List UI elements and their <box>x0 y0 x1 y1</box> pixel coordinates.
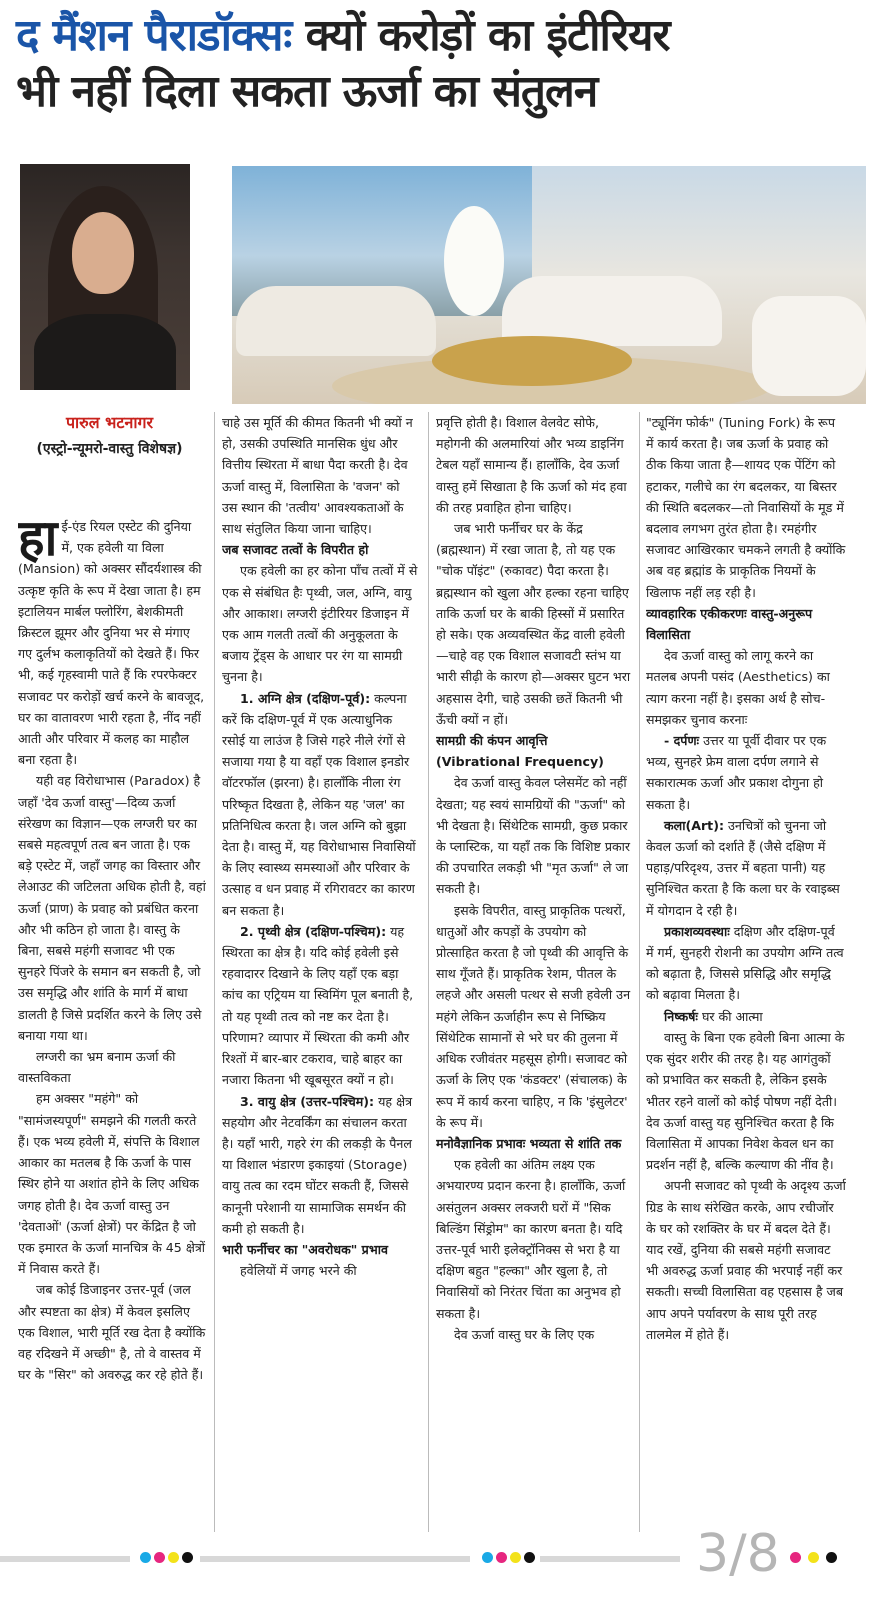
body-paragraph: चाहे उस मूर्ति की कीमत कितनी भी क्यों न हो, उसकी उपस्थिति मानसिक धुंध और वित्तीय स्थिरता में बाधा पैदा करती है। देव ऊर्जा वास्तु में, विलासिता के 'वजन' को उस स्थान की 'तत्वीय' आवश्यकताओं के साथ संतुलित किया जाना चाहिए। <box>222 415 413 537</box>
article-column-1 <box>18 516 206 1526</box>
yellow-registration-dot <box>510 1552 521 1563</box>
labeled-paragraph <box>646 730 846 815</box>
paragraph-label: 3. वायु क्षेत्र (उत्तर-पश्चिम): <box>240 1093 375 1109</box>
author-role: (एस्ट्रो-न्यूमरो-वास्तु विशेषज्ञ) <box>36 441 183 457</box>
subheading: मनोवैज्ञानिक प्रभावः भव्यता से शांति तक <box>436 1135 622 1151</box>
body-paragraph: "ट्यूनिंग फोर्क" (Tuning Fork) के रूप में कार्य करता है। जब ऊर्जा के प्रवाह को ठीक किया जाता है—शायद एक पेंटिंग को हटाकर, गलीचे का रंग बदलकर, या बिस्तर की स्थिति बदलकर—तो निवासियों के मूड में बदलाव लगभग तुरंत होता है। रमहंगीर सजावट आखिरकार चमकने लगती है क्योंकि अब वह ब्रह्मांड के प्राकृतिक नियमों के खिलाफ नहीं लड़ रही है। <box>646 415 846 600</box>
drop-cap: हा <box>18 516 58 567</box>
paragraph-text: यह स्थिरता का क्षेत्र है। यदि कोई हवेली इसे रहवादारर दिखाने के लिए यहाँ एक बड़ा कांच का एट्रियम या स्विमिंग पूल बनाती है, तो यह पृथ्वी तत्व को नष्ट कर देता है। परिणाम? व्यापार में स्थिरता की कमी और रिश्तों में बार-बार टकराव, चाहे बाहर का नजारा कितना भी खूबसूरत क्यों न हो। <box>222 923 414 1088</box>
body-paragraph: देव ऊर्जा वास्तु को लागू करने का मतलब अपनी पसंद (Aesthetics) का त्याग करना नहीं है। इसका अर्थ है सोच-समझकर चुनाव करनाः <box>646 648 830 727</box>
column-divider <box>214 412 215 1532</box>
paragraph-label: 2. पृथ्वी क्षेत्र (दक्षिण-पश्चिम): <box>240 923 387 939</box>
body-paragraph: देव ऊर्जा वास्तु घर के लिए एक <box>454 1326 595 1342</box>
paragraph-label: कला(Art): <box>664 817 724 833</box>
article-column-3 <box>436 412 632 1534</box>
author-photo <box>20 164 190 390</box>
body-paragraph: जब भारी फर्नीचर घर के केंद्र (ब्रह्मस्थान) में रखा जाता है, तो यह एक "चोक पॉइंट" (रुकावट) पैदा करता है। ब्रह्मस्थान को खुला और हल्का रहना चाहिए ताकि ऊर्जा घर के बाकी हिस्सों में प्रसारित हो सके। एक अव्यवस्थित केंद्र वाली हवेली—चाहे वह एक विशाल सजावटी स्तंभ या भारी सीढ़ी के कारण हो—अक्सर घुटन भरा अहसास देगी, चाहे उसकी छतें कितनी भी ऊँची क्यों न हों। <box>436 521 631 727</box>
headline <box>16 8 866 120</box>
headline-line-2: भी नहीं दिला सकता ऊर्जा का संतुलन <box>16 66 598 117</box>
lead-paragraph <box>18 516 206 770</box>
paragraph-text: उनचित्रों को चुनना जो केवल ऊर्जा को दर्शाते हैं (जैसे दक्षिण में पहाड़/परिदृश्य, उत्तर में बहता पानी) यह सुनिश्चित करता है कि कला घर के रवाइब्स में योगदान दे रही है। <box>646 817 840 918</box>
labeled-paragraph <box>646 1006 846 1027</box>
lead-text: ई-एंड रियल एस्टेट की दुनिया में, एक हवेली या विला (Mansion) को अक्सर सौंदर्यशास्त्र की उत्कृष्ट कृति के रूप में देखा जाता है। हम इटालियन मार्बल फ्लोरिंग, बेशकीमती क्रिस्टल झूमर और दुनिया भर से मंगाए गए दुर्लभ कलाकृतियों को देखते हैं। फिर भी, कई गृहस्वामी पाते हैं कि रपरफेक्टर सजावट पर करोड़ों खर्च करने के बावजूद, घर का वातावरण भारी रहता है, नींद नहीं आती और परिवार में कलह का माहौल बना रहता है। <box>18 519 205 768</box>
labeled-paragraph <box>646 815 846 921</box>
body-paragraph: इसके विपरीत, वास्तु प्राकृतिक पत्थरों, धातुओं और कपड़ों के उपयोग को प्रोत्साहित करता है जो पृथ्वी की आवृत्ति के साथ गूँजते हैं। प्राकृतिक रेशम, पीतल के लहजे और असली पत्थर से सजी हवेली उन महंगे लेकिन ऊर्जाहीन रूप से निष्क्रिय सिंथेटिक सामानों से भरे घर की तुलना में अधिक रजीवंतर महसूस होगी। सजावट को ऊर्जा के लिए एक 'कंडक्टर' (संचालक) के रूप में कार्य करना चाहिए, न कि 'इंसुलेटर' के रूप में। <box>436 902 631 1130</box>
yellow-registration-dot <box>168 1552 179 1563</box>
labeled-paragraph <box>646 921 846 1006</box>
magenta-registration-dot <box>496 1552 507 1563</box>
column-divider <box>428 412 429 1532</box>
page-number: 3/8 <box>696 1524 780 1584</box>
author-byline <box>22 412 197 460</box>
black-registration-dot <box>524 1552 535 1563</box>
headline-accent: द मैंशन पैराडॉक्सः <box>16 10 292 61</box>
body-paragraph: देव ऊर्जा वास्तु केवल प्लेसमेंट को नहीं देखता; यह स्वयं सामग्रियों की "ऊर्जा" को भी देखता है। सिंथेटिक सामग्री, कुछ प्रकार के प्लास्टिक, या यहाँ तक कि विशिष्ट प्रकार की उपचारित लकड़ी भी "मृत ऊर्जा" ले जा सकती है। <box>436 775 631 897</box>
subheading: भारी फर्नीचर का "अवरोधक" प्रभाव <box>222 1241 388 1257</box>
body-paragraph: वास्तु के बिना एक हवेली बिना आत्मा के एक सुंदर शरीर की तरह है। यह आगंतुकों को प्रभावित कर सकती है, लेकिन इसके भीतर रहने वालों को कोई पोषण नहीं देती। देव ऊर्जा वास्तु यह सुनिश्चित करता है कि विलासिता में आपका निवेश केवल धन का प्रदर्शन नहीं है, बल्कि कल्याण की नींव है। <box>646 1029 845 1173</box>
article-column-2 <box>222 412 418 1534</box>
headline-line-1 <box>16 8 866 64</box>
subheading: जब सजावट तत्वों के विपरीत हो <box>222 542 369 558</box>
cyan-registration-dot <box>140 1552 151 1563</box>
paragraph-text: दक्षिण और दक्षिण-पूर्व में गर्म, सुनहरी रोशनी का उपयोग अग्नि तत्व को बढ़ाता है, जिससे प्रसिद्धि और समृद्धि को बढ़ावा मिलता है। <box>646 923 844 1003</box>
paragraph-label: प्रकाशव्यवस्थाः <box>664 923 730 939</box>
subheading: व्यावहारिक एकीकरणः वास्तु-अनुरूप विलासिता <box>646 605 813 643</box>
labeled-paragraph <box>222 921 418 1091</box>
body-paragraph: हवेलियों में जगह भरने की <box>240 1263 357 1279</box>
body-paragraph: हम अक्सर "महंगे" को "सामंजस्यपूर्ण" समझने की गलती करते हैं। एक भव्य हवेली में, संपत्ति के विशाल आकार का मतलब है कि ऊर्जा के पास स्थिर होने या अशांत होने के लिए अधिक जगह होती है। देव ऊर्जा वास्तु उन 'देवताओं' (ऊर्जा क्षेत्रों) पर केंद्रित है जो एक इमारत के ऊर्जा मानचित्र के 45 क्षेत्रों में निवास करते हैं। <box>18 1091 206 1277</box>
yellow-registration-dot <box>808 1552 819 1563</box>
paragraph-text: उत्तर या पूर्वी दीवार पर एक भव्य, सुनहरे फ्रेम वाला दर्पण लगाने से सकारात्मक ऊर्जा और प्रकाश दोगुना हो सकता है। <box>646 733 827 812</box>
cyan-registration-dot <box>482 1552 493 1563</box>
headline-line-1-rest: क्यों करोड़ों का इंटीरियर <box>305 10 670 61</box>
magenta-registration-dot <box>790 1552 801 1563</box>
black-registration-dot <box>826 1552 837 1563</box>
author-name: पारुल भटनागर <box>65 413 154 432</box>
paragraph-label: 1. अग्नि क्षेत्र (दक्षिण-पूर्व): <box>240 690 371 706</box>
subheading: सामग्री की कंपन आवृत्ति (Vibrational Frequency) <box>436 733 604 770</box>
body-paragraph: लग्जरी का भ्रम बनाम ऊर्जा की वास्तविकता <box>18 1049 176 1086</box>
paragraph-text: यह क्षेत्र सहयोग और नेटवर्किंग का संचालन करता है। यहाँ भारी, गहरे रंग की लकड़ी के पैनल या विशाल भंडारण इकाइयां (Storage) वायु तत्व का रदम घोंटर सकती हैं, जिससे कानूनी परेशानी या सामाजिक समर्थन की कमी हो सकती है। <box>222 1093 413 1236</box>
black-registration-dot <box>182 1552 193 1563</box>
body-paragraph: एक हवेली का हर कोना पाँच तत्वों में से एक से संबंधित हैः पृथ्वी, जल, अग्नि, वायु और आकाश। लग्जरी इंटीरियर डिजाइन में एक आम गलती तत्वों की अनुकूलता के बजाय ट्रेंड्स के आधार पर रंग या सामग्री चुनना है। <box>222 563 418 685</box>
luxury-interior-photo <box>232 166 866 404</box>
body-paragraph: प्रवृत्ति होती है। विशाल वेलवेट सोफे, महोगनी की अलमारियां और भव्य डाइनिंग टेबल यहाँ सामान्य हैं। हालाँकि, देव ऊर्जा वास्तु हमें सिखाता है कि ऊर्जा को मंद हवा की तरह प्रवाहित होना चाहिए। <box>436 415 627 515</box>
paragraph-text: कल्पना करें कि दक्षिण-पूर्व में एक अत्याधुनिक रसोई या लाउंज है जिसे गहरे नीले रंगों से सजाया गया है या वहाँ एक विशाल इनडोर वॉटरफॉल (झरना) है। हालाँकि नीला रंग परिष्कृत दिखता है, लेकिन यह 'जल' का प्रतिनिधित्व करता है। जल अग्नि को बुझा देता है। वास्तु में, यह विरोधाभास निवासियों के लिए स्वास्थ्य समस्याओं और परिवार के उत्साह व धन प्रवाह में रगिरावटर का कारण बन सकता है। <box>222 690 416 918</box>
body-paragraph: एक हवेली का अंतिम लक्ष्य एक अभयारण्य प्रदान करना है। हालाँकि, ऊर्जा असंतुलन अक्सर लक्जरी घरों में "सिक बिल्डिंग सिंड्रोम" का कारण बनता है। यदि उत्तर-पूर्व भारी इलेक्ट्रॉनिक्स से भरा है या दक्षिण बहुत "हल्का" और खुला है, तो निवासियों को निरंतर चिंता का अनुभव हो सकता है। <box>436 1157 626 1321</box>
body-paragraph: अपनी सजावट को पृथ्वी के अदृश्य ऊर्जा ग्रिड के साथ संरेखित करके, आप रचीजोंर के घर को रशक्तिर के घर में बदल देते हैं। याद रखें, दुनिया की सबसे महंगी सजावट भी अवरुद्ध ऊर्जा प्रवाह की भरपाई नहीं कर सकती। सच्ची विलासिता वह एहसास है जब आप अपने पर्यावरण के साथ पूरी तरह तालमेल में होते हैं। <box>646 1178 846 1342</box>
column-divider <box>639 412 640 1532</box>
body-paragraph: जब कोई डिजाइनर उत्तर-पूर्व (जल और स्पष्टता का क्षेत्र) में केवल इसलिए एक विशाल, भारी मूर्ति रख देता है क्योंकि वह रदिखने में अच्छी" है, तो वे वास्तव में घर के "सिर" को अवरुद्ध कर रहे होते हैं। <box>18 1282 206 1383</box>
magenta-registration-dot <box>154 1552 165 1563</box>
paragraph-label: निष्कर्षः <box>664 1008 698 1024</box>
registration-marks <box>0 1552 879 1572</box>
article-column-4 <box>646 412 846 1534</box>
body-paragraph: यही वह विरोधाभास (Paradox) है जहाँ 'देव ऊर्जा वास्तु'—दिव्य ऊर्जा संरेखण का विज्ञान—एक लग्जरी घर का सबसे महत्वपूर्ण तत्व बन जाता है। एक बड़े एस्टेट में, जहाँ जगह का विस्तार और लेआउट की जटिलता अधिक होती है, वहां ऊर्जा (प्राण) के प्रवाह को प्रबंधित करना और भी कठिन हो जाता है। वास्तु के बिना, सबसे महंगी सजावट भी एक सुनहरे पिंजरे के समान बन सकती है, जो उस समृद्धि और शांति के मार्ग में बाधा डालती है जिसे प्रदर्शित करने के लिए उसे बनाया गया था। <box>18 773 206 1043</box>
paragraph-label: - दर्पणः <box>664 733 700 749</box>
labeled-paragraph <box>222 1091 418 1239</box>
labeled-paragraph <box>222 688 418 921</box>
paragraph-text: घर की आत्मा <box>697 1008 763 1024</box>
